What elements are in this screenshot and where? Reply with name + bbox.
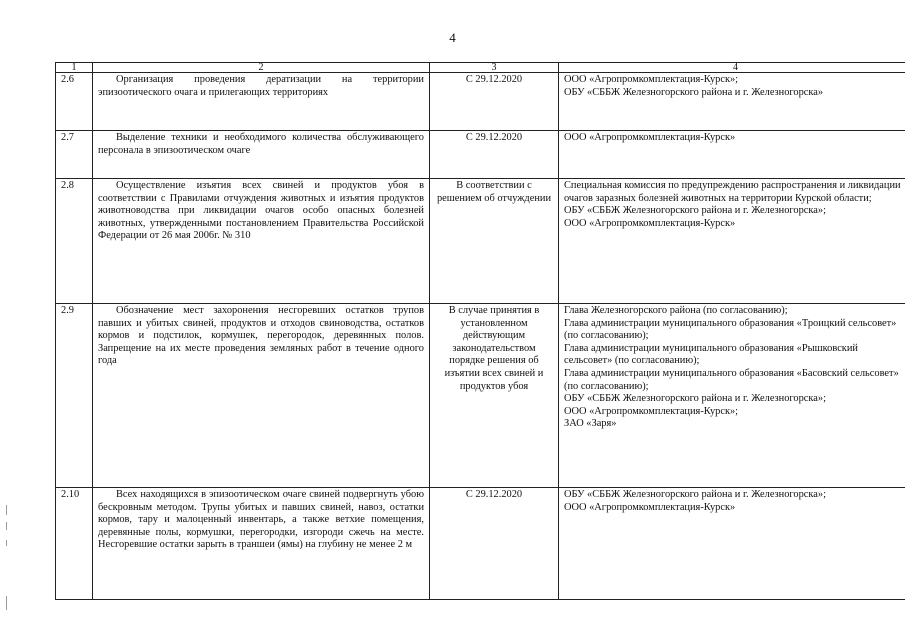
responsible-cell	[559, 488, 905, 600]
page-number: 4	[449, 30, 456, 45]
responsible-line: ОБУ «СББЖ Железногорского района и г. Железногорска»;	[564, 205, 827, 217]
responsible-line: ООО «Агропромкомплектация-Курск»;	[564, 405, 739, 417]
responsible-cell	[559, 304, 905, 488]
measure-description	[93, 304, 430, 488]
responsible-line: Глава администрации муниципального образования «Рышковский сельсовет» (по согласованию);	[564, 342, 858, 367]
scan-artifact-mark	[6, 540, 7, 546]
measure-description	[93, 179, 430, 304]
term-cell: В случае принятия в установленном действующим законодательством порядке решения об изъятии всех свиней и продуктов убоя	[430, 304, 559, 488]
measure-text: Организация проведения дератизации на территории эпизоотического очага и прилегающих территориях	[98, 74, 424, 98]
column-header-term: 3	[430, 63, 559, 73]
responsible-line: ОБУ «СББЖ Железногорского района и г. Железногорска»	[564, 86, 824, 98]
responsible-line: Глава Железногорского района (по согласованию);	[564, 305, 788, 316]
term-cell: С 29.12.2020	[430, 73, 559, 131]
responsible-cell	[559, 73, 905, 131]
term-cell: В соответствии с решением об отчуждении	[430, 179, 559, 304]
measure-text: Обозначение мест захоронения несгоревших остатков трупов павших и убитых свиней, продуктов и отходов свиноводства, остатков кормов и подстилок, кормушек, перегородок, деревянных полов. Запрещение на их месте проведения земляных работ в течение одного года	[98, 305, 424, 367]
responsible-line: ОБУ «СББЖ Железногорского района и г. Железногорска»;	[564, 489, 827, 500]
responsible-cell	[559, 131, 905, 179]
scan-artifact-mark	[6, 505, 7, 515]
responsible-line: ОБУ «СББЖ Железногорского района и г. Железногорска»;	[564, 393, 827, 405]
table-row	[56, 179, 905, 304]
column-header-number: 1	[56, 63, 93, 73]
row-number: 2.9	[56, 304, 93, 488]
measure-text: Всех находящихся в эпизоотическом очаге свиней подвергнуть убою бескровным методом. Трупы убитых и павших свиней, навоз, остатки кормов, тару и малоценный инвентарь, а также ветхие помещения, деревянные полы, кормушки, перегородки, изгороди сжечь на месте. Несгоревшие остатки зарыть в траншеи (ямы) на глубину не менее 2 м	[98, 489, 424, 551]
measure-description	[93, 73, 430, 131]
measure-description	[93, 131, 430, 179]
table-row	[56, 73, 905, 131]
table-row	[56, 488, 905, 600]
row-number: 2.10	[56, 488, 93, 600]
measure-text: Выделение техники и необходимого количества обслуживающего персонала в эпизоотическом очаге	[98, 132, 424, 156]
scan-artifact-mark	[6, 522, 7, 530]
responsible-line: Глава администрации муниципального образования «Басовский сельсовет» (по согласованию);	[564, 367, 899, 392]
column-header-measure: 2	[93, 63, 430, 73]
row-number: 2.7	[56, 131, 93, 179]
row-number: 2.8	[56, 179, 93, 304]
table-header-row	[56, 63, 905, 73]
measure-text: Осуществление изъятия всех свиней и продуктов убоя в соответствии с Правилами отчуждения животных и изъятия продуктов животноводства при ликвидации очагов особо опасных болезней животных, утвержденными постановлением Правительства Российской Федерации от 26 мая 2006г. № 310	[98, 180, 424, 242]
measure-description	[93, 488, 430, 600]
responsible-line: ООО «Агропромкомплектация-Курск»	[564, 501, 736, 513]
table-row	[56, 131, 905, 179]
column-header-responsible: 4	[559, 63, 905, 73]
measures-table	[55, 62, 905, 600]
term-cell: С 29.12.2020	[430, 131, 559, 179]
responsible-line: ООО «Агропромкомплектация-Курск»	[564, 217, 736, 229]
responsible-line: Глава администрации муниципального образования «Троицкий сельсовет» (по согласованию);	[564, 317, 897, 342]
responsible-line: Специальная комиссия по предупреждению распространения и ликвидации очагов заразных болезней животных на территории Курской области;	[564, 180, 901, 204]
responsible-cell	[559, 179, 905, 304]
term-cell: С 29.12.2020	[430, 488, 559, 600]
scan-artifact-mark	[6, 596, 7, 610]
responsible-line: ООО «Агропромкомплектация-Курск»;	[564, 74, 739, 85]
responsible-line: ЗАО «Заря»	[564, 418, 617, 430]
table-row	[56, 304, 905, 488]
responsible-line: ООО «Агропромкомплектация-Курск»	[564, 132, 736, 143]
row-number: 2.6	[56, 73, 93, 131]
